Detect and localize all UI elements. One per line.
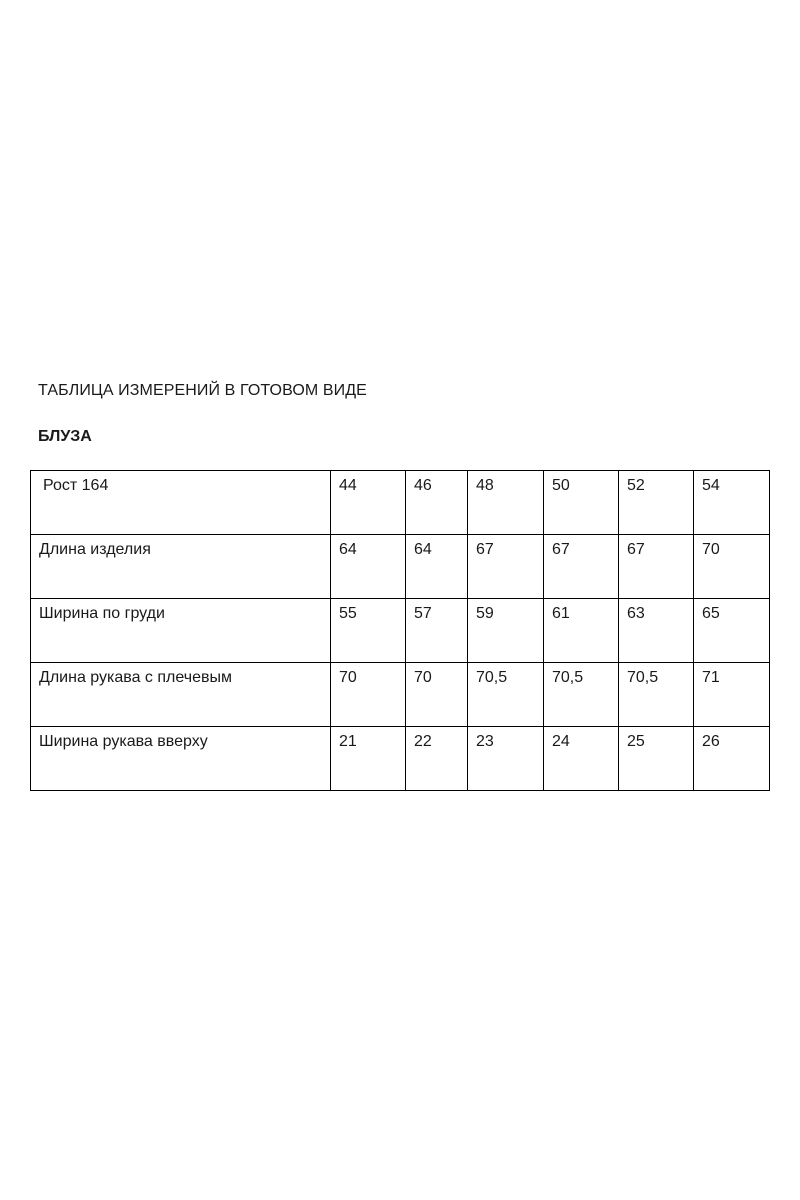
table-row: [31, 535, 770, 599]
measurement-table: [30, 470, 770, 791]
table-cell: 48: [468, 471, 544, 535]
table-cell: 70,5: [468, 663, 544, 727]
document-subtitle: БЛУЗА: [38, 428, 92, 445]
table-cell: 54: [694, 471, 770, 535]
table-cell: 24: [544, 727, 619, 791]
table-cell: 67: [544, 535, 619, 599]
table-cell: 26: [694, 727, 770, 791]
table-row: [31, 599, 770, 663]
table-cell: 46: [406, 471, 468, 535]
table-cell: 67: [468, 535, 544, 599]
table-cell: 52: [619, 471, 694, 535]
table-cell: 64: [406, 535, 468, 599]
document-title: ТАБЛИЦА ИЗМЕРЕНИЙ В ГОТОВОМ ВИДЕ: [38, 382, 367, 399]
table-cell: 22: [406, 727, 468, 791]
row-label: Рост 164: [31, 471, 331, 535]
table-cell: 65: [694, 599, 770, 663]
table-cell: 61: [544, 599, 619, 663]
table-cell: 70: [694, 535, 770, 599]
table-cell: 70,5: [544, 663, 619, 727]
table-cell: 70: [331, 663, 406, 727]
table-cell: 64: [331, 535, 406, 599]
table-cell: 70: [406, 663, 468, 727]
table-row: [31, 727, 770, 791]
table-cell: 59: [468, 599, 544, 663]
row-label: Длина изделия: [31, 535, 331, 599]
table-cell: 50: [544, 471, 619, 535]
table-cell: 25: [619, 727, 694, 791]
row-label: Длина рукава с плечевым: [31, 663, 331, 727]
table-cell: 71: [694, 663, 770, 727]
table-cell: 67: [619, 535, 694, 599]
table-cell: 21: [331, 727, 406, 791]
table-cell: 70,5: [619, 663, 694, 727]
table-row: [31, 471, 770, 535]
row-label: Ширина рукава вверху: [31, 727, 331, 791]
table-cell: 55: [331, 599, 406, 663]
row-label: Ширина по груди: [31, 599, 331, 663]
table-cell: 57: [406, 599, 468, 663]
table-row: [31, 663, 770, 727]
table-cell: 23: [468, 727, 544, 791]
table-cell: 44: [331, 471, 406, 535]
table-cell: 63: [619, 599, 694, 663]
